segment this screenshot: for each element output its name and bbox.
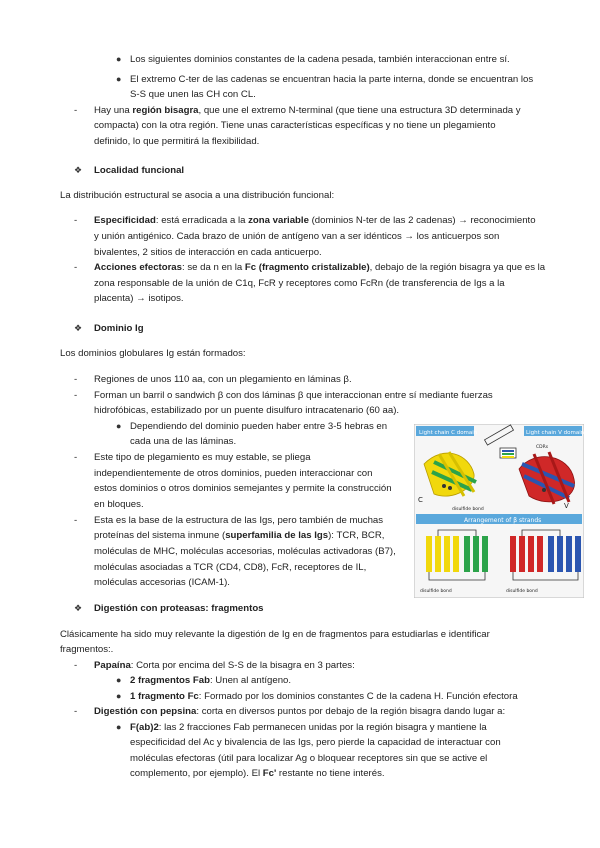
list-item: El extremo C-ter de las cadenas se encuentran hacia la parte interna, donde se encuentran los <box>130 74 534 85</box>
bullet-dash-icon: - <box>74 105 78 116</box>
cdr-label: CDRs <box>536 445 549 450</box>
bullet-dot-icon: ● <box>116 74 122 84</box>
bullet-dash-icon: - <box>74 374 78 385</box>
bullet-dot-icon: ● <box>116 691 122 701</box>
section-heading: Digestión con proteasas: fragmentos <box>94 603 264 614</box>
panel-right-label: Light chain V domain <box>526 430 584 436</box>
list-item-continuation: placenta) → isotipos. <box>94 293 184 304</box>
list-item-continuation: hidrofóbicas, estabilizado por un puente disulfuro intracatenario (60 aa). <box>94 405 400 416</box>
list-item: Papaína: Corta por encima del S-S de la bisagra en 3 partes: <box>94 660 355 671</box>
list-item: Dependiendo del dominio pueden haber entre 3-5 hebras en <box>130 421 388 432</box>
bullet-dot-icon: ● <box>116 421 122 431</box>
list-item-continuation: moléculas de MHC, moléculas accesorias, moléculas activadoras (B7), <box>94 546 396 557</box>
list-item: Este tipo de plegamiento es muy estable, se pliega <box>94 452 311 463</box>
list-item-continuation: proteínas del sistema inmune (superfamilia de las Igs): TCR, BCR, <box>94 530 385 541</box>
diamond-bullet-icon: ❖ <box>74 603 83 613</box>
list-item-continuation: definido, lo que permitirá la flexibilidad. <box>94 136 260 147</box>
paragraph: La distribución estructural se asocia a una distribución funcional: <box>60 190 335 201</box>
list-item: Hay una región bisagra, que une el extremo N-terminal (que tiene una estructura 3D determinada y <box>94 105 521 116</box>
list-item-continuation: moléculas efectoras (útil para localizar Ag o bloquear receptores sin que se active el <box>130 753 488 764</box>
list-item-continuation: compacta) con la otra región. Tiene unas características específicas y no tiene un plegamiento <box>94 120 496 131</box>
list-item: Acciones efectoras: se da n en la Fc (fragmento cristalizable), debajo de la región bisagra ya que es la <box>94 262 546 273</box>
bullet-dot-icon: ● <box>116 54 122 64</box>
list-item-continuation: S-S que unen las CH con CL. <box>130 89 256 100</box>
section-heading: Localidad funcional <box>94 165 185 176</box>
panel-left-label: Light chain C domain <box>419 430 478 436</box>
bullet-dot-icon: ● <box>116 722 122 732</box>
c-domain-label: C <box>418 496 423 504</box>
paragraph: Los dominios globulares Ig están formados: <box>60 348 246 359</box>
bond-label-topology-right: disulfide bond <box>506 589 538 594</box>
list-item: 2 fragmentos Fab: Unen al antígeno. <box>130 675 292 686</box>
list-item-continuation: zona responsable de la unión de C1q, FcR y receptores como FcRn (de transferencia de Igs a la <box>94 278 505 289</box>
section-heading: Dominio Ig <box>94 323 144 334</box>
list-item-continuation: en bloques. <box>94 499 144 510</box>
list-item-continuation: especificidad del Ac y bivalencia de las Igs, pero pierde la capacidad de interactuar con <box>130 737 501 748</box>
bullet-dash-icon: - <box>74 515 78 526</box>
list-item: Digestión con pepsina: corta en diversos puntos por debajo de la región bisagra dando lugar a: <box>94 706 506 717</box>
banner-label: Arrangement of β strands <box>464 517 542 524</box>
list-item: Forman un barril o sandwich β con dos láminas β que interaccionan entre sí mediante fuerzas <box>94 390 493 401</box>
list-item-continuation: estos dominios o otros dominios semejantes y permite la construcción <box>94 483 392 494</box>
list-item-continuation: cada una de las láminas. <box>130 436 237 447</box>
list-item-continuation: bivalentes, 2 sitios de interacción en cada anticuerpo. <box>94 247 322 258</box>
bond-label-left: disulfide bond <box>452 507 484 512</box>
list-item: F(ab)2: las 2 fracciones Fab permanecen unidas por la región bisagra y mantiene la <box>130 722 487 733</box>
list-item: Los siguientes dominios constantes de la cadena pesada, también interaccionan entre sí. <box>130 54 510 65</box>
list-item-continuation: independientemente de otros dominios, pueden interaccionar con <box>94 468 373 479</box>
list-item: Esta es la base de la estructura de las Igs, pero también de muchas <box>94 515 384 526</box>
list-item-continuation: moléculas asociadas a TCR (CD4, CD8), FcR, receptores de IL, <box>94 562 367 573</box>
list-item-continuation: complemento, por ejemplo). El Fc' restante no tiene interés. <box>130 768 385 779</box>
bond-label-topology-left: disulfide bond <box>420 589 452 594</box>
bullet-dash-icon: - <box>74 262 78 273</box>
bullet-dash-icon: - <box>74 390 78 401</box>
ig-domain-figure <box>414 424 584 598</box>
list-item: Regiones de unos 110 aa, con un plegamiento en láminas β. <box>94 374 352 385</box>
v-domain-label: V <box>564 502 569 510</box>
list-item: 1 fragmento Fc: Formado por los dominios constantes C de la cadena H. Función efectora <box>130 691 518 702</box>
bullet-dash-icon: - <box>74 215 78 226</box>
diamond-bullet-icon: ❖ <box>74 165 83 175</box>
list-item: Especificidad: está erradicada a la zona variable (dominios N-ter de las 2 cadenas) → reconocimiento <box>94 215 536 226</box>
list-item-continuation: moléculas accesorias (ICAM-1). <box>94 577 230 588</box>
list-item-continuation: y unión antigénico. Cada brazo de unión de antígeno van a ser idénticos → los anticuerpos son <box>94 231 500 242</box>
paragraph-continuation: fragmentos:. <box>60 644 114 655</box>
bullet-dash-icon: - <box>74 660 78 671</box>
diamond-bullet-icon: ❖ <box>74 323 83 333</box>
ig-domain-diagram <box>414 424 584 598</box>
bullet-dot-icon: ● <box>116 675 122 685</box>
paragraph: Clásicamente ha sido muy relevante la digestión de Ig en de fragmentos para estudiarlas e identificar <box>60 629 490 640</box>
bullet-dash-icon: - <box>74 452 78 463</box>
bullet-dash-icon: - <box>74 706 78 717</box>
